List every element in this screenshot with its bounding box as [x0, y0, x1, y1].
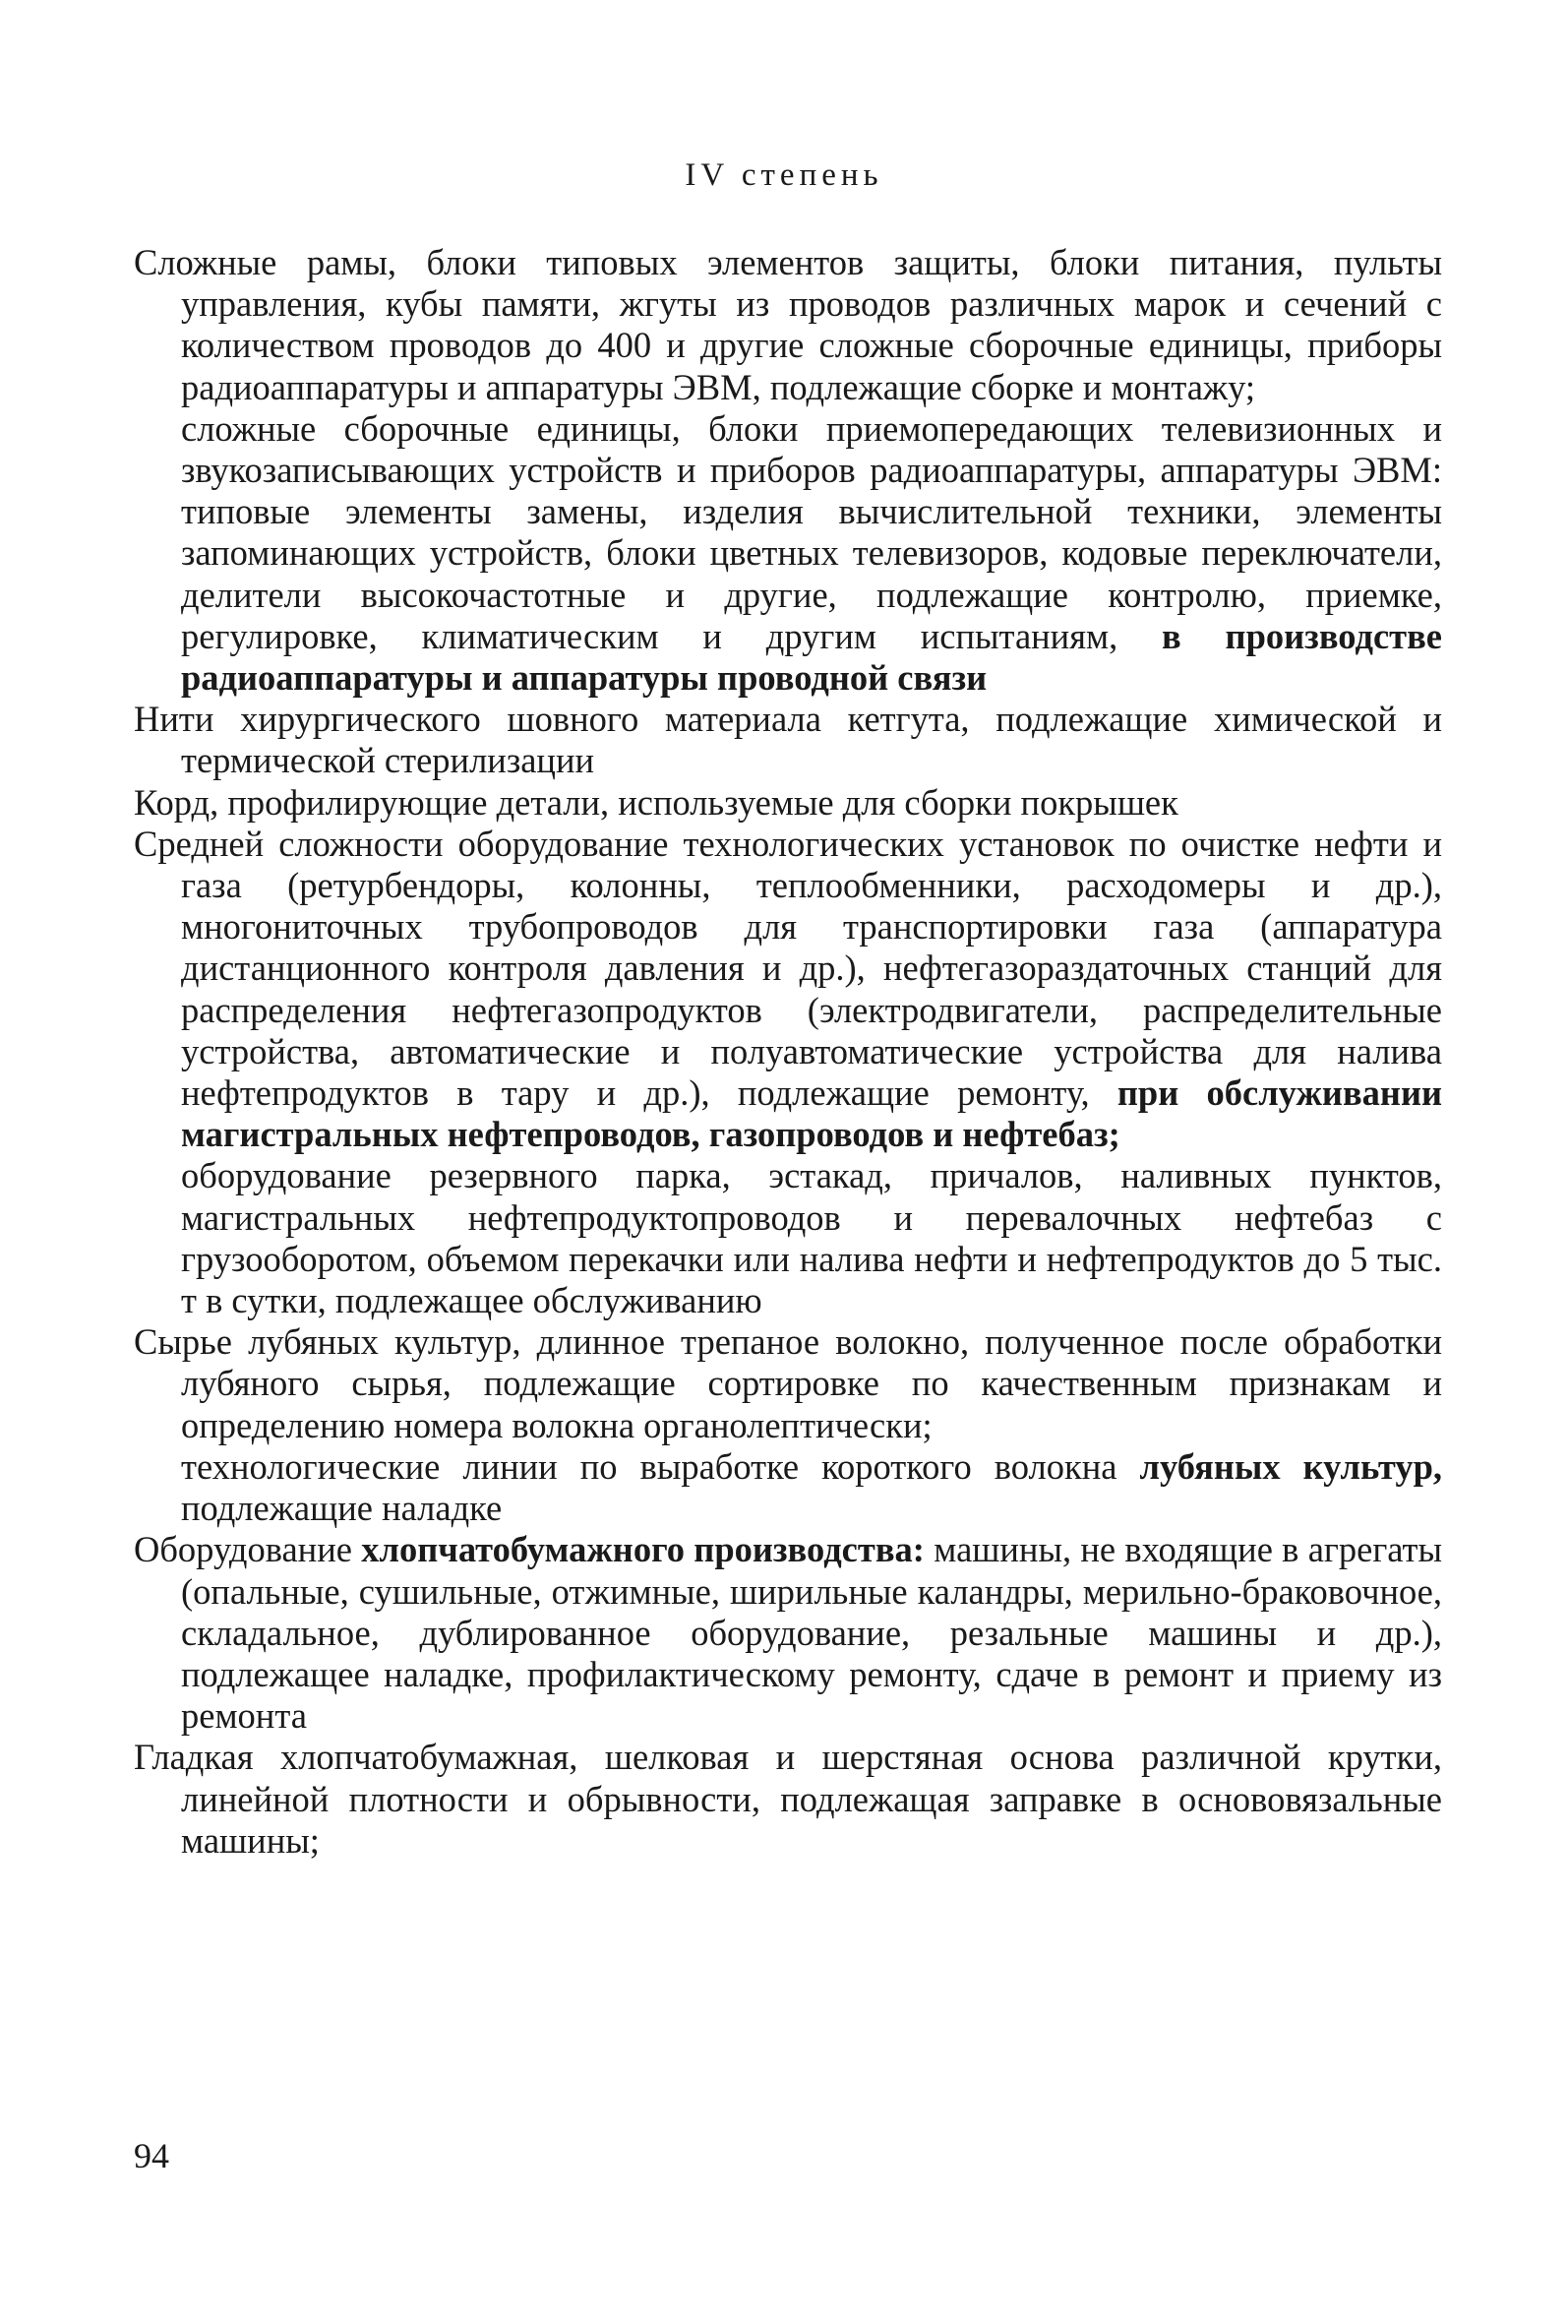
entry-text: Нити хирургического шовного материала кетгута, подлежащие химической и термической стерилизации: [134, 699, 1442, 781]
entry-surgical-threads: [134, 699, 1442, 781]
entry-text-tail: машины, не входящие в агрегаты (опальные, сушильные, отжимные, ширильные каландры, мерильно-браковочное, складальное, дублированное оборудование, резальные машины и др.), подлежащее наладке, профилактическому ремонту, сдаче в ремонт и приему из ремонта: [181, 1529, 1443, 1737]
section-heading: IV степень: [685, 157, 883, 193]
entry-text: технологические линии по выработке короткого волокна: [181, 1445, 1117, 1487]
entry-text: Корд, профилирующие детали, используемые для сборки покрышек: [134, 781, 1178, 823]
entry-text: Гладкая хлопчатобумажная, шелковая и шерстяная основа различной крутки, линейной плотности и обрывности, подлежащая заправке в основовязальные машины;: [134, 1737, 1442, 1861]
entry-cord: [134, 782, 1442, 824]
entry-tech-lines: [181, 1446, 1442, 1529]
entry-complex-frames: [134, 242, 1442, 408]
text-body: [134, 242, 1442, 1862]
entry-emphasis: в производстве радиоаппаратуры и аппаратуры проводной связи: [181, 615, 1442, 699]
entry-reserve-park: [181, 1155, 1442, 1321]
entry-complex-assemblies: [181, 408, 1442, 699]
entry-text: сложные сборочные единицы, блоки приемопередающих телевизионных и звукозаписывающих устройств и приборов радиоаппаратуры, аппаратуры ЭВМ: типовые элементы замены, изделия вычислительной техники, элементы запоминающих устройств, блоки цветных телевизоров, кодовые переключатели, делители высокочастотные и другие, подлежащие контролю, приемке, регулировке, климатическим и другим испытаниям,: [181, 407, 1442, 656]
entry-text: Сырье лубяных культур, длинное трепаное волокно, полученное после обработки лубяного сырья, подлежащие сортировке по качественным признакам и определению номера волокна органолептически;: [134, 1321, 1442, 1445]
entry-emphasis: хлопчатобумажного производства:: [361, 1529, 925, 1570]
entry-bast-raw: [134, 1321, 1442, 1446]
page-number: 94: [134, 2136, 169, 2175]
entry-text: Оборудование: [134, 1529, 352, 1570]
entry-emphasis: лубяных культур,: [1139, 1445, 1443, 1487]
entry-text: Средней сложности оборудование технологических установок по очистке нефти и газа (ретурбендоры, колонны, теплообменники, расходомеры и др.), многониточных трубопроводов для транспортировки газа (аппаратура дистанционного контроля давления и др.), нефтегазораздаточных станций для распределения нефтегазопродуктов (электродвигатели, распределительные устройства, автоматические и полуавтоматические устройства для налива нефтепродуктов в тару и др.), подлежащие ремонту,: [134, 823, 1442, 1114]
entry-smooth-warp: [134, 1737, 1442, 1862]
entry-text-tail: подлежащие наладке: [181, 1488, 503, 1529]
entry-text: Сложные рамы, блоки типовых элементов защиты, блоки питания, пульты управления, кубы памяти, жгуты из проводов различных марок и сечений с количеством проводов до 400 и другие сложные сборочные единицы, приборы радиоаппаратуры и аппаратуры ЭВМ, подлежащие сборке и монтажу;: [134, 242, 1442, 407]
entry-emphasis: при обслуживании магистральных нефтепроводов, газопроводов и нефтебаз;: [181, 1072, 1443, 1155]
entry-medium-equipment: [134, 824, 1442, 1156]
entry-cotton-equipment: [134, 1529, 1442, 1737]
entry-text: оборудование резервного парка, эстакад, причалов, наливных пунктов, магистральных нефтепродуктопроводов и перевалочных нефтебаз с грузооборотом, объемом перекачки или налива нефти и нефтепродуктов до 5 тыс. т в сутки, подлежащее обслуживанию: [181, 1155, 1442, 1321]
